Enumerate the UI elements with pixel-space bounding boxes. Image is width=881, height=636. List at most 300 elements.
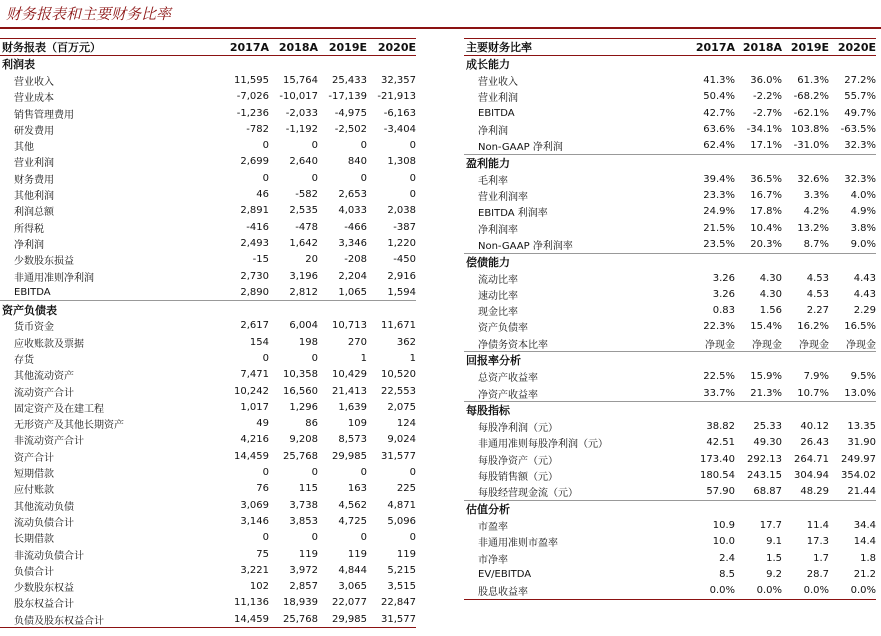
value-cell: 2,204 — [338, 270, 367, 282]
value-cell: 42.7% — [703, 107, 735, 119]
table-header — [464, 38, 876, 56]
row-label: 资产负债率 — [478, 323, 528, 335]
value-cell: 102 — [249, 581, 269, 593]
value-cell: 1,065 — [338, 286, 367, 298]
value-cell: 49.7% — [844, 107, 876, 119]
value-cell: 9.0% — [850, 238, 876, 250]
value-cell: 15.4% — [750, 321, 782, 333]
value-cell: 2,038 — [387, 205, 416, 217]
header-year: 2018A — [278, 40, 318, 54]
value-cell: 净现金 — [705, 339, 735, 351]
row-label: 速动比率 — [478, 290, 518, 302]
header-year: 2020E — [377, 40, 416, 54]
title-divider — [0, 27, 881, 29]
value-cell: -21,913 — [377, 91, 416, 103]
value-cell: 9.2 — [766, 568, 782, 580]
value-cell: 22.3% — [703, 321, 735, 333]
value-cell: 2.27 — [806, 305, 829, 317]
row-label: 资产合计 — [14, 452, 54, 464]
value-cell: 0 — [360, 532, 367, 544]
value-cell: 11,595 — [234, 74, 269, 86]
value-cell: 0 — [311, 172, 318, 184]
row-label: 少数股东权益 — [14, 583, 74, 595]
value-cell: -450 — [393, 254, 416, 266]
value-cell: 2,812 — [289, 286, 318, 298]
table-row — [0, 611, 416, 628]
value-cell: 15,764 — [283, 74, 318, 86]
row-label: 流动负债合计 — [14, 517, 74, 529]
value-cell: 11,671 — [381, 320, 416, 332]
value-cell: 0 — [311, 140, 318, 152]
value-cell: 9.1 — [766, 536, 782, 548]
section-header — [464, 351, 876, 368]
value-cell: 4.2% — [803, 206, 829, 218]
table-row — [464, 385, 876, 401]
value-cell: 840 — [347, 156, 367, 168]
value-cell: 10,242 — [234, 385, 269, 397]
table-row — [0, 562, 416, 578]
table-row — [0, 399, 416, 415]
value-cell: 6,004 — [289, 320, 318, 332]
section-header — [464, 500, 876, 517]
value-cell: 22,847 — [381, 597, 416, 609]
section-header — [464, 154, 876, 171]
row-label: 每股经营现金流（元） — [478, 488, 578, 500]
value-cell: 124 — [396, 418, 416, 430]
value-cell: 42.51 — [706, 437, 735, 449]
header-year: 2019E — [328, 40, 367, 54]
value-cell: 292.13 — [747, 453, 782, 465]
row-label: 每股净资产（元） — [478, 455, 558, 467]
table-row — [0, 72, 416, 88]
table-row — [0, 432, 416, 448]
value-cell: 75 — [256, 548, 269, 560]
row-label: Non-GAAP 净利润 — [478, 142, 563, 154]
value-cell: -15 — [252, 254, 269, 266]
value-cell: 7.9% — [803, 371, 829, 383]
table-row — [0, 235, 416, 251]
value-cell: 2,617 — [240, 320, 269, 332]
value-cell: -62.1% — [793, 107, 829, 119]
value-cell: 28.7 — [806, 568, 829, 580]
table-row — [464, 72, 876, 88]
section-label: 成长能力 — [466, 58, 510, 72]
value-cell: 0.0% — [756, 585, 782, 597]
section-label: 资产负债表 — [2, 303, 57, 317]
table-row — [464, 302, 876, 318]
row-label: 利润总额 — [14, 207, 54, 219]
value-cell: 173.40 — [700, 453, 735, 465]
value-cell: 2,653 — [338, 189, 367, 201]
value-cell: 1,220 — [387, 237, 416, 249]
value-cell: -34.1% — [746, 123, 782, 135]
value-cell: 31,577 — [381, 613, 416, 625]
table-row — [464, 550, 876, 566]
value-cell: 2,535 — [289, 205, 318, 217]
value-cell: -416 — [246, 221, 269, 233]
value-cell: -2.7% — [752, 107, 782, 119]
table-body — [0, 56, 416, 628]
value-cell: 4,562 — [338, 499, 367, 511]
value-cell: 163 — [347, 483, 367, 495]
value-cell: 32.3% — [844, 140, 876, 152]
value-cell: 16,560 — [283, 385, 318, 397]
value-cell: 31,577 — [381, 450, 416, 462]
row-label: EBITDA — [478, 107, 515, 119]
value-cell: 14,459 — [234, 613, 269, 625]
row-label: 固定资产及在建工程 — [14, 403, 104, 415]
table-row — [0, 121, 416, 137]
value-cell: -782 — [246, 123, 269, 135]
value-cell: 1,594 — [387, 286, 416, 298]
row-label: 净利润 — [478, 125, 508, 137]
value-cell: 20 — [305, 254, 318, 266]
value-cell: 57.90 — [706, 486, 735, 498]
row-label: 少数股东损益 — [14, 256, 74, 268]
table-row — [0, 334, 416, 350]
value-cell: -63.5% — [840, 123, 876, 135]
value-cell: 0 — [311, 532, 318, 544]
value-cell: 0 — [409, 189, 416, 201]
row-label: 所得税 — [14, 223, 44, 235]
value-cell: 3.3% — [803, 190, 829, 202]
table-row — [464, 467, 876, 483]
value-cell: 9,208 — [289, 434, 318, 446]
row-label: 流动资产合计 — [14, 387, 74, 399]
value-cell: 3,196 — [289, 270, 318, 282]
section-label: 偿债能力 — [466, 255, 510, 269]
table-row — [0, 268, 416, 284]
value-cell: -582 — [295, 189, 318, 201]
value-cell: 21.5% — [703, 222, 735, 234]
value-cell: 180.54 — [700, 470, 735, 482]
table-row — [464, 137, 876, 153]
value-cell: 8.7% — [803, 238, 829, 250]
row-label: 其他利润 — [14, 191, 54, 203]
value-cell: 9,024 — [387, 434, 416, 446]
value-cell: 7,471 — [240, 369, 269, 381]
value-cell: 3.8% — [850, 222, 876, 234]
value-cell: -478 — [295, 221, 318, 233]
value-cell: 10,713 — [332, 320, 367, 332]
value-cell: 21.44 — [847, 486, 876, 498]
value-cell: 14,459 — [234, 450, 269, 462]
value-cell: 3,346 — [338, 237, 367, 249]
value-cell: 304.94 — [794, 470, 829, 482]
value-cell: 1.5 — [766, 552, 782, 564]
row-label: 非流动负债合计 — [14, 550, 84, 562]
row-label: 负债合计 — [14, 566, 54, 578]
row-label: Non-GAAP 净利润率 — [478, 240, 573, 252]
row-label: 净资产收益率 — [478, 389, 538, 401]
value-cell: -208 — [344, 254, 367, 266]
value-cell: 14.4 — [853, 536, 876, 548]
value-cell: 10,358 — [283, 369, 318, 381]
financial-statements-table — [0, 38, 416, 628]
table-row — [0, 481, 416, 497]
row-label: 其他 — [14, 142, 34, 154]
table-row — [464, 319, 876, 335]
row-label: 长期借款 — [14, 534, 54, 546]
value-cell: 32.6% — [797, 173, 829, 185]
value-cell: 24.9% — [703, 206, 735, 218]
value-cell: 3.26 — [712, 288, 735, 300]
table-row — [0, 89, 416, 105]
value-cell: 10.0 — [712, 536, 735, 548]
table-row — [0, 219, 416, 235]
table-row — [464, 187, 876, 203]
value-cell: 243.15 — [747, 470, 782, 482]
value-cell: 115 — [298, 483, 318, 495]
row-label: 财务费用 — [14, 174, 54, 186]
value-cell: 48.29 — [800, 486, 829, 498]
section-label: 回报率分析 — [466, 354, 521, 368]
table-row — [0, 318, 416, 334]
value-cell: -1,236 — [236, 107, 269, 119]
value-cell: 23.3% — [703, 190, 735, 202]
value-cell: 25,768 — [283, 613, 318, 625]
table-row — [464, 583, 876, 600]
header-label: 主要财务比率 — [466, 41, 532, 54]
value-cell: 16.5% — [844, 321, 876, 333]
value-cell: 1.56 — [759, 305, 782, 317]
value-cell: 25,768 — [283, 450, 318, 462]
value-cell: 29,985 — [332, 450, 367, 462]
table-row — [464, 121, 876, 137]
table-row — [0, 546, 416, 562]
table-row — [464, 204, 876, 220]
row-label: 流动比率 — [478, 274, 518, 286]
value-cell: 16.2% — [797, 321, 829, 333]
table-row — [464, 236, 876, 252]
row-label: 每股销售额（元） — [478, 472, 558, 484]
row-label: 市净率 — [478, 554, 508, 566]
value-cell: 10.7% — [797, 387, 829, 399]
row-label: 非通用准则市盈率 — [478, 538, 558, 550]
value-cell: 4.43 — [853, 288, 876, 300]
value-cell: 9.5% — [850, 371, 876, 383]
value-cell: 354.02 — [841, 470, 876, 482]
value-cell: 16.7% — [750, 190, 782, 202]
table-row — [464, 419, 876, 435]
value-cell: 3,853 — [289, 515, 318, 527]
value-cell: 49 — [256, 418, 269, 430]
value-cell: 13.2% — [797, 222, 829, 234]
value-cell: 41.3% — [703, 74, 735, 86]
value-cell: 5,215 — [387, 564, 416, 576]
row-label: 短期借款 — [14, 469, 54, 481]
value-cell: 21,413 — [332, 385, 367, 397]
row-label: 其他流动资产 — [14, 371, 74, 383]
value-cell: 109 — [347, 418, 367, 430]
value-cell: 0 — [262, 140, 269, 152]
row-label: 股息收益率 — [478, 587, 528, 599]
row-label: 货币资金 — [14, 322, 54, 334]
value-cell: 8.5 — [719, 568, 735, 580]
value-cell: 119 — [347, 548, 367, 560]
table-row — [464, 270, 876, 286]
header-year: 2018A — [742, 40, 782, 54]
value-cell: 0.0% — [850, 585, 876, 597]
value-cell: -3,404 — [383, 123, 416, 135]
value-cell: 4,725 — [338, 515, 367, 527]
section-label: 估值分析 — [466, 503, 510, 517]
value-cell: 264.71 — [794, 453, 829, 465]
value-cell: 3,972 — [289, 564, 318, 576]
value-cell: 1.8 — [860, 552, 876, 564]
value-cell: -6,163 — [383, 107, 416, 119]
table-row — [464, 566, 876, 582]
value-cell: 27.2% — [844, 74, 876, 86]
value-cell: 55.7% — [844, 91, 876, 103]
table-row — [0, 448, 416, 464]
table-row — [0, 497, 416, 513]
value-cell: 1,639 — [338, 401, 367, 413]
value-cell: 0 — [262, 532, 269, 544]
section-header — [464, 56, 876, 72]
row-label: 应收账款及票据 — [14, 338, 84, 350]
value-cell: 3,065 — [338, 581, 367, 593]
value-cell: -7,026 — [236, 91, 269, 103]
row-label: 净利润率 — [478, 224, 518, 236]
financial-ratios-table — [464, 38, 876, 600]
value-cell: 13.35 — [847, 421, 876, 433]
section-header — [464, 401, 876, 418]
value-cell: 4,871 — [387, 499, 416, 511]
value-cell: 38.82 — [706, 421, 735, 433]
row-label: 营业利润 — [478, 93, 518, 105]
header-year: 2017A — [695, 40, 735, 54]
row-label: 无形资产及其他长期资产 — [14, 420, 124, 432]
value-cell: 0 — [360, 172, 367, 184]
value-cell: 40.12 — [800, 421, 829, 433]
value-cell: 3.26 — [712, 272, 735, 284]
value-cell: 46 — [256, 189, 269, 201]
value-cell: 4.53 — [806, 288, 829, 300]
table-row — [0, 284, 416, 300]
row-label: EBITDA — [14, 286, 51, 298]
value-cell: 198 — [298, 336, 318, 348]
value-cell: 0 — [262, 467, 269, 479]
value-cell: 15.9% — [750, 371, 782, 383]
row-label: 营业利润率 — [478, 192, 528, 204]
table-row — [0, 186, 416, 202]
value-cell: 8,573 — [338, 434, 367, 446]
value-cell: 0.0% — [803, 585, 829, 597]
value-cell: 2,640 — [289, 156, 318, 168]
value-cell: 2,075 — [387, 401, 416, 413]
row-label: 营业收入 — [478, 76, 518, 88]
value-cell: 270 — [347, 336, 367, 348]
value-cell: 21.3% — [750, 387, 782, 399]
value-cell: 249.97 — [841, 453, 876, 465]
value-cell: 0 — [311, 352, 318, 364]
value-cell: 50.4% — [703, 91, 735, 103]
value-cell: 22,077 — [332, 597, 367, 609]
table-row — [0, 367, 416, 383]
value-cell: 17.1% — [750, 140, 782, 152]
value-cell: 2,891 — [240, 205, 269, 217]
value-cell: 0 — [409, 140, 416, 152]
value-cell: 25.33 — [753, 421, 782, 433]
value-cell: 62.4% — [703, 140, 735, 152]
table-row — [0, 137, 416, 153]
header-year: 2020E — [837, 40, 876, 54]
row-label: 净债务资本比率 — [478, 339, 548, 351]
value-cell: 3,069 — [240, 499, 269, 511]
value-cell: 36.5% — [750, 173, 782, 185]
value-cell: 3,146 — [240, 515, 269, 527]
value-cell: 119 — [396, 548, 416, 560]
value-cell: 2.4 — [719, 552, 735, 564]
value-cell: 21.2 — [853, 568, 876, 580]
page-title: 财务报表和主要财务比率 — [6, 5, 172, 23]
value-cell: -10,017 — [279, 91, 318, 103]
value-cell: 11,136 — [234, 597, 269, 609]
value-cell: 4.9% — [850, 206, 876, 218]
value-cell: 4.30 — [759, 272, 782, 284]
row-label: 其他流动负债 — [14, 501, 74, 513]
section-header — [464, 253, 876, 270]
section-label: 盈利能力 — [466, 156, 510, 170]
value-cell: 32,357 — [381, 74, 416, 86]
value-cell: 0.83 — [712, 305, 735, 317]
value-cell: 4,216 — [240, 434, 269, 446]
value-cell: 61.3% — [797, 74, 829, 86]
value-cell: 5,096 — [387, 515, 416, 527]
table-row — [464, 369, 876, 385]
table-row — [0, 416, 416, 432]
value-cell: 32.3% — [844, 173, 876, 185]
value-cell: 17.7 — [759, 519, 782, 531]
table-row — [0, 513, 416, 529]
value-cell: 净现金 — [846, 339, 876, 351]
row-label: 研发费用 — [14, 125, 54, 137]
value-cell: 1,642 — [289, 237, 318, 249]
section-header — [0, 300, 416, 317]
header-label: 财务报表（百万元） — [2, 41, 101, 54]
value-cell: 17.8% — [750, 206, 782, 218]
value-cell: 2,857 — [289, 581, 318, 593]
value-cell: 63.6% — [703, 123, 735, 135]
row-label: 毛利率 — [478, 175, 508, 187]
table-row — [464, 335, 876, 351]
table-row — [464, 220, 876, 236]
table-row — [0, 105, 416, 121]
row-label: 净利润 — [14, 239, 44, 251]
table-row — [464, 286, 876, 302]
value-cell: 4.43 — [853, 272, 876, 284]
table-row — [0, 350, 416, 366]
header-year: 2019E — [790, 40, 829, 54]
row-label: 营业收入 — [14, 76, 54, 88]
value-cell: 34.4 — [853, 519, 876, 531]
row-label: 总资产收益率 — [478, 373, 538, 385]
value-cell: 10.4% — [750, 222, 782, 234]
table-row — [0, 530, 416, 546]
value-cell: 0 — [311, 467, 318, 479]
value-cell: -2,033 — [285, 107, 318, 119]
value-cell: 4.30 — [759, 288, 782, 300]
value-cell: 23.5% — [703, 238, 735, 250]
row-label: 营业利润 — [14, 158, 54, 170]
value-cell: 0 — [409, 532, 416, 544]
value-cell: 0 — [262, 352, 269, 364]
table-row — [464, 171, 876, 187]
value-cell: 10.9 — [712, 519, 735, 531]
value-cell: 3,221 — [240, 564, 269, 576]
section-header — [0, 56, 416, 72]
